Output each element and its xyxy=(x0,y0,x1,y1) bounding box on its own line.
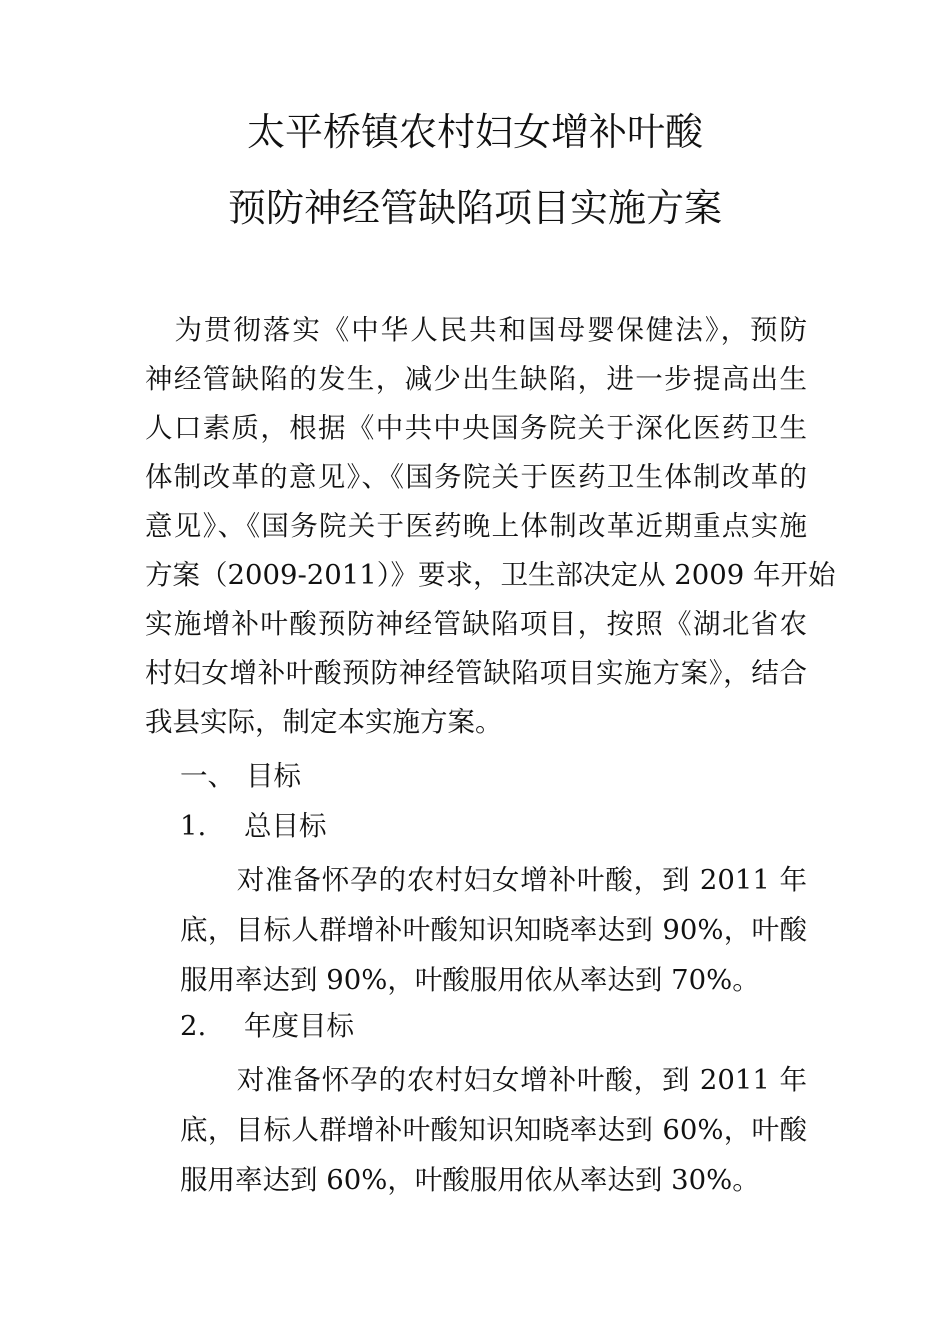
intro-line: 为贯彻落实《中华人民共和国母婴保健法》，预防 xyxy=(145,314,807,346)
overall-goal-paragraph xyxy=(180,855,807,1005)
intro-paragraph xyxy=(145,306,836,747)
section-heading-goals xyxy=(180,752,301,801)
annual-goal-paragraph xyxy=(180,1055,807,1205)
intro-line: 我县实际，制定本实施方案。 xyxy=(145,706,503,738)
intro-line: 方案（2009-2011）》要求，卫生部决定从 2009 年开始 xyxy=(145,559,836,591)
section-title: 目标 xyxy=(246,760,301,792)
intro-line: 体制改革的意见》、《国务院关于医药卫生体制改革的 xyxy=(145,461,807,493)
item-number: 1. xyxy=(180,810,207,842)
item-heading-overall-goal xyxy=(180,802,327,851)
intro-line: 人口素质，根据《中共中央国务院关于深化医药卫生 xyxy=(145,412,807,444)
item-title: 总目标 xyxy=(244,810,327,842)
document-title-line-1: 太平桥镇农村妇女增补叶酸 xyxy=(246,110,703,154)
overall-goal-line: 服用率达到 90%，叶酸服用依从率达到 70%。 xyxy=(180,964,760,996)
section-number: 一、 xyxy=(180,760,235,792)
annual-goal-line: 对准备怀孕的农村妇女增补叶酸，到 2011 年 xyxy=(180,1064,807,1096)
intro-line: 村妇女增补叶酸预防神经管缺陷项目实施方案》，结合 xyxy=(145,657,807,689)
document-title-line-2: 预防神经管缺陷项目实施方案 xyxy=(227,186,722,230)
annual-goal-line: 服用率达到 60%，叶酸服用依从率达到 30%。 xyxy=(180,1164,760,1196)
item-number: 2. xyxy=(180,1010,207,1042)
intro-line: 意见》、《国务院关于医药晚上体制改革近期重点实施 xyxy=(145,510,807,542)
overall-goal-line: 底，目标人群增补叶酸知识知晓率达到 90%，叶酸 xyxy=(180,914,807,946)
overall-goal-line: 对准备怀孕的农村妇女增补叶酸，到 2011 年 xyxy=(180,864,807,896)
annual-goal-line: 底，目标人群增补叶酸知识知晓率达到 60%，叶酸 xyxy=(180,1114,807,1146)
intro-line: 实施增补叶酸预防神经管缺陷项目，按照《湖北省农 xyxy=(145,608,807,640)
item-title: 年度目标 xyxy=(244,1010,354,1042)
item-heading-annual-goal xyxy=(180,1002,354,1051)
intro-line: 神经管缺陷的发生，减少出生缺陷，进一步提高出生 xyxy=(145,363,807,395)
